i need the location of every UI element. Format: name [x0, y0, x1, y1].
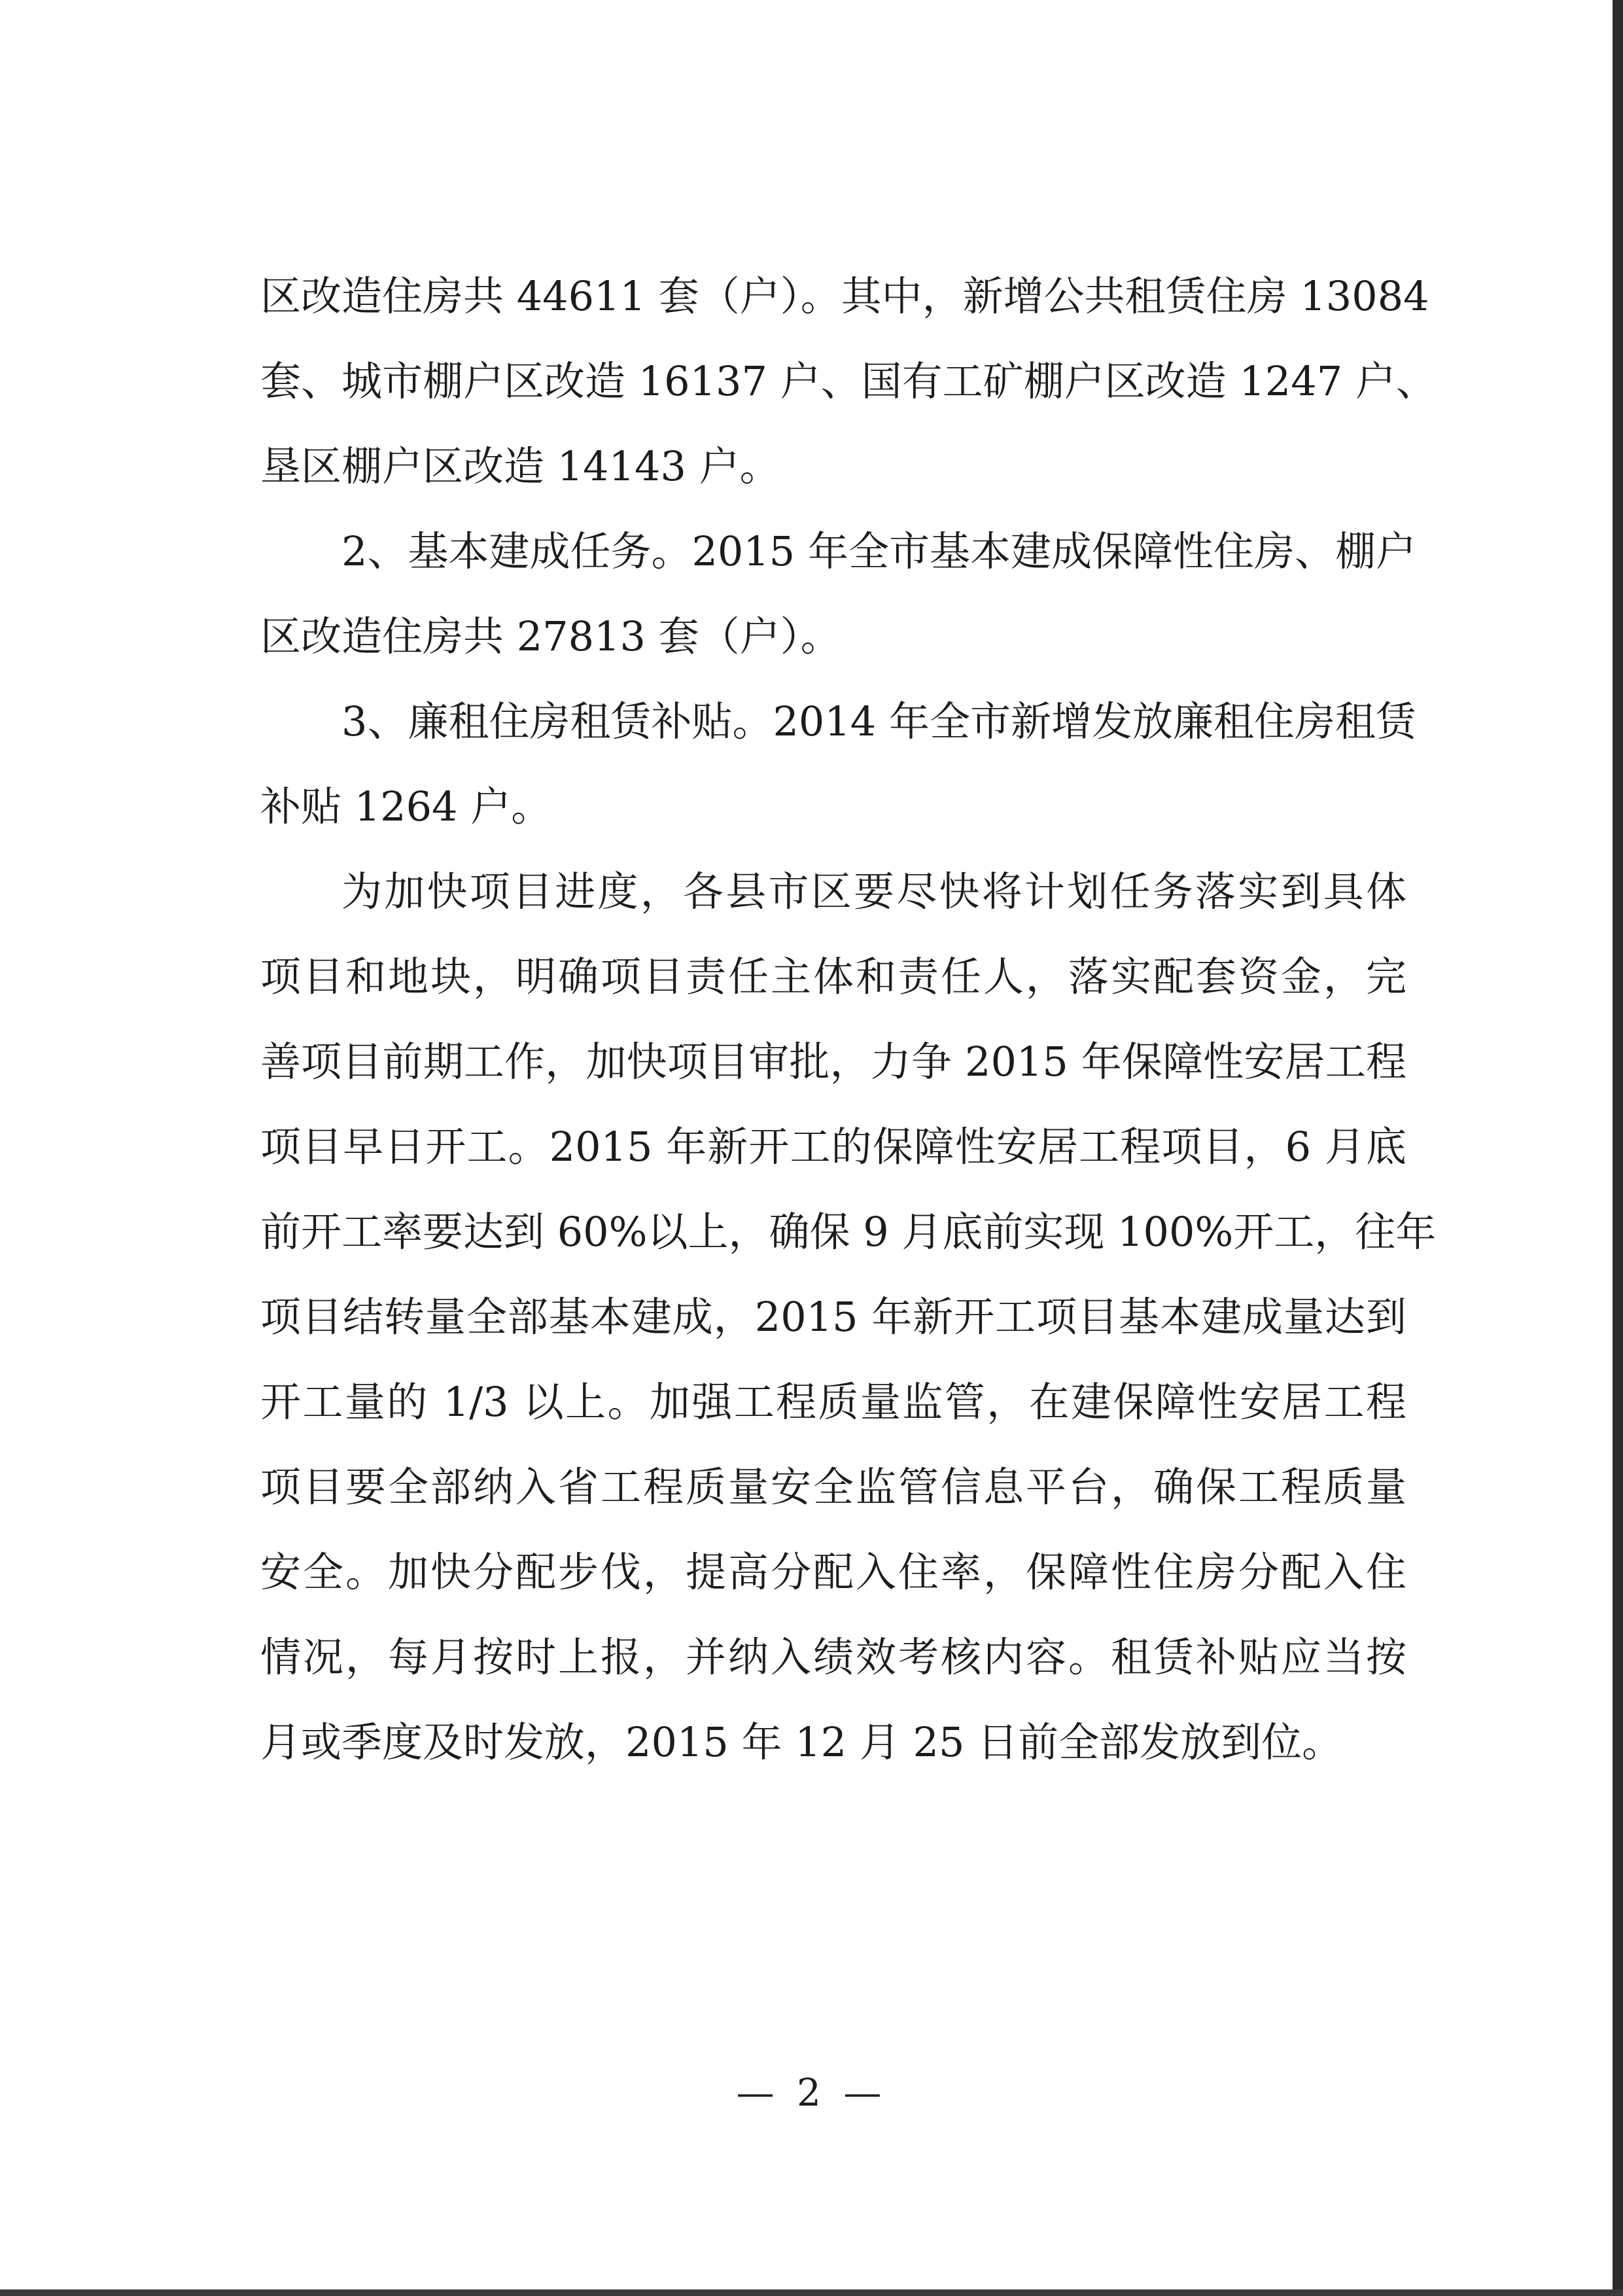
text-line: 项目早日开工。2015 年新开工的保障性安居工程项目，6 月底 [260, 1123, 1406, 1171]
text-line: 项目要全部纳入省工程质量安全监管信息平台，确保工程质量 [260, 1463, 1406, 1511]
text-line: 前开工率要达到 60%以上，确保 9 月底前实现 100%开工，往年 [260, 1208, 1437, 1256]
text-line: 情况，每月按时上报，并纳入绩效考核内容。租赁补贴应当按 [260, 1633, 1406, 1681]
text-line: 月或季度及时发放，2015 年 12 月 25 日前全部发放到位。 [260, 1718, 1343, 1766]
text-line: 垦区棚户区改造 14143 户。 [260, 442, 780, 490]
scan-edge-right [1613, 0, 1623, 2296]
text-line: 2、基本建成任务。2015 年全市基本建成保障性住房、棚户 [341, 527, 1416, 575]
text-line: 安全。加快分配步伐，提高分配入住率，保障性住房分配入住 [260, 1548, 1406, 1596]
paragraph [260, 254, 1437, 509]
scan-edge-bottom [0, 2289, 1623, 2296]
page-number: — 2 — [736, 2070, 887, 2115]
paragraph [260, 679, 1416, 849]
text-line: 区改造住房共 44611 套（户）。其中，新增公共租赁住房 13084 [260, 272, 1429, 320]
text-line: 项目和地块，明确项目责任主体和责任人，落实配套资金，完 [260, 953, 1406, 1000]
text-line: 为加快项目进度，各县市区要尽快将计划任务落实到具体 [341, 868, 1406, 915]
text-line: 3、廉租住房租赁补贴。2014 年全市新增发放廉租住房租赁 [341, 698, 1416, 745]
paragraph [260, 509, 1416, 679]
text-line: 项目结转量全部基本建成，2015 年新开工项目基本建成量达到 [260, 1293, 1406, 1341]
text-line: 套、城市棚户区改造 16137 户、国有工矿棚户区改造 1247 户、 [260, 357, 1437, 405]
text-line: 善项目前期工作，加快项目审批，力争 2015 年保障性安居工程 [260, 1038, 1406, 1086]
document-body [260, 254, 1437, 1785]
paragraph [260, 849, 1437, 1785]
text-line: 区改造住房共 27813 套（户）。 [260, 612, 841, 660]
text-line: 开工量的 1/3 以上。加强工程质量监管，在建保障性安居工程 [260, 1378, 1406, 1426]
text-line: 补贴 1264 户。 [260, 783, 552, 830]
